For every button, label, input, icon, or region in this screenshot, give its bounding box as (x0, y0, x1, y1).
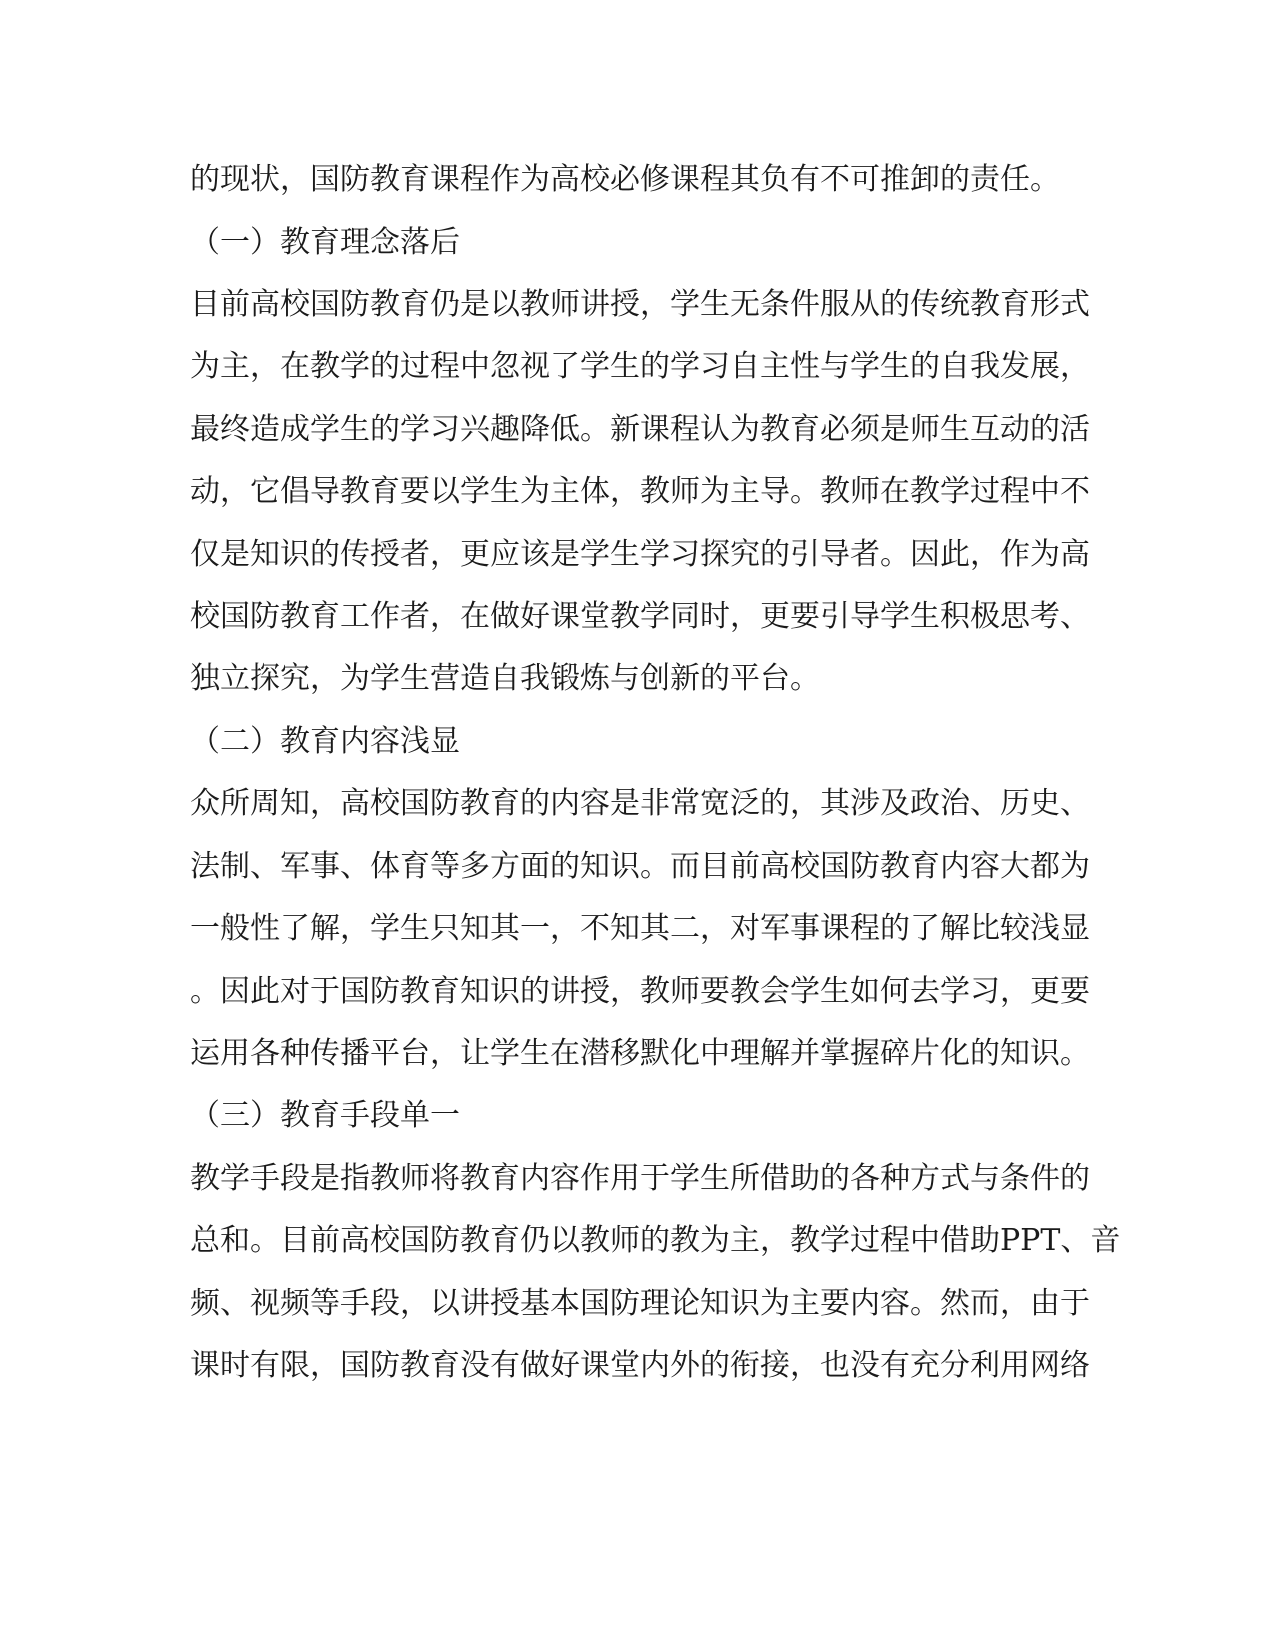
text-line: 法制、军事、体育等多方面的知识。而目前高校国防教育内容大都为 (190, 849, 1090, 884)
text-line: 课时有限，国防教育没有做好课堂内外的衔接，也没有充分利用网络 (190, 1348, 1090, 1383)
text-line: 教学手段是指教师将教育内容作用于学生所借助的各种方式与条件的 (190, 1161, 1090, 1196)
text-line: 频、视频等手段，以讲授基本国防理论知识为主要内容。然而，由于 (190, 1286, 1090, 1321)
section-heading: （三）教育手段单一 (190, 1098, 460, 1133)
text-line: 一般性了解，学生只知其一，不知其二，对军事课程的了解比较浅显 (190, 911, 1090, 946)
text-line: 动，它倡导教育要以学生为主体，教师为主导。教师在教学过程中不 (190, 474, 1090, 509)
section-heading: （一）教育理念落后 (190, 225, 460, 260)
text-line: 目前高校国防教育仍是以教师讲授，学生无条件服从的传统教育形式 (190, 287, 1090, 322)
text-line: 总和。目前高校国防教育仍以教师的教为主，教学过程中借助PPT、音 (190, 1223, 1121, 1258)
text-line: 校国防教育工作者，在做好课堂教学同时，更要引导学生积极思考、 (190, 599, 1090, 634)
text-line: 最终造成学生的学习兴趣降低。新课程认为教育必须是师生互动的活 (190, 412, 1090, 447)
text-line: 运用各种传播平台，让学生在潜移默化中理解并掌握碎片化的知识。 (190, 1036, 1090, 1071)
text-line: 众所周知，高校国防教育的内容是非常宽泛的，其涉及政治、历史、 (190, 786, 1090, 821)
section-heading: （二）教育内容浅显 (190, 724, 460, 759)
text-line: 仅是知识的传授者，更应该是学生学习探究的引导者。因此，作为高 (190, 537, 1090, 572)
text-line: 为主，在教学的过程中忽视了学生的学习自主性与学生的自我发展， (190, 349, 1090, 384)
text-line: 的现状，国防教育课程作为高校必修课程其负有不可推卸的责任。 (190, 162, 1060, 197)
text-line: 。因此对于国防教育知识的讲授，教师要教会学生如何去学习，更要 (190, 974, 1090, 1009)
text-line: 独立探究，为学生营造自我锻炼与创新的平台。 (190, 661, 820, 696)
